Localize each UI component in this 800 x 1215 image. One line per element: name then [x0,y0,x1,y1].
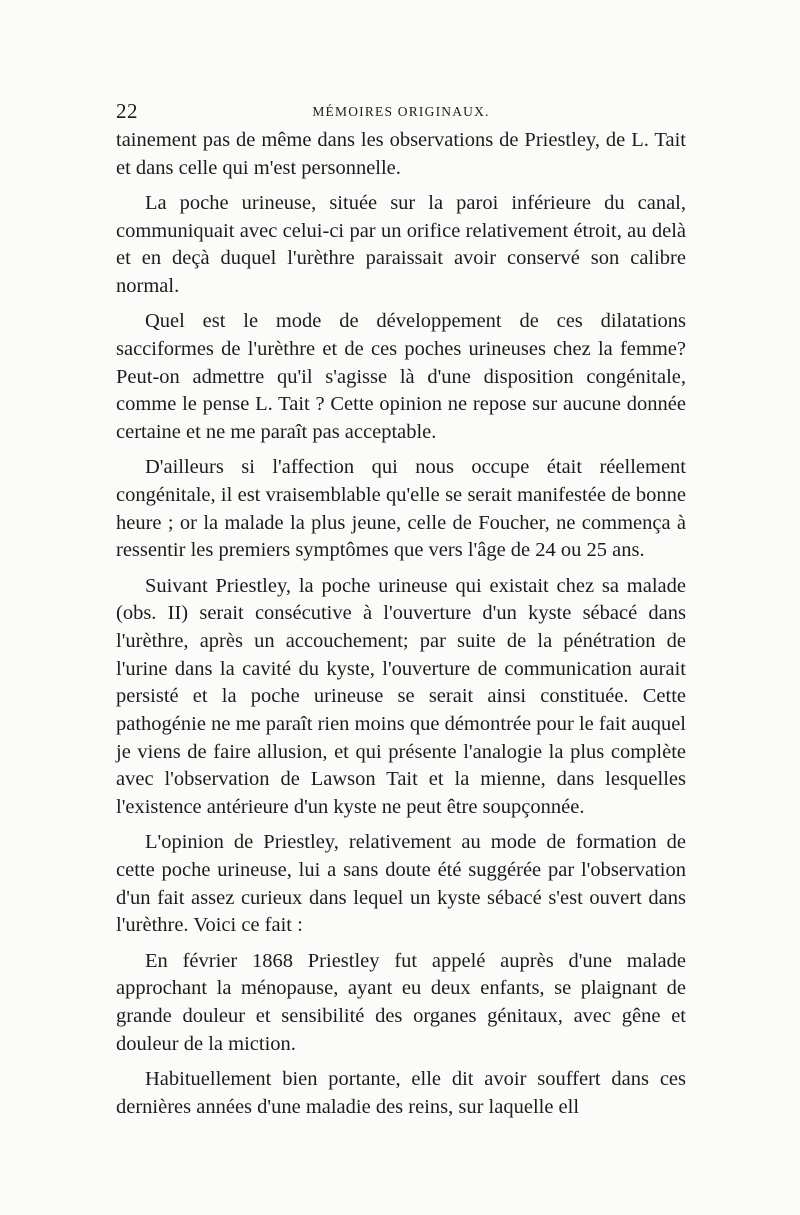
paragraph-affection-congenitale: D'ailleurs si l'affection qui nous occupe était réellement congénitale, il est vraisemblable qu'elle se serait manifestée de bonne heure ; or la malade la plus jeune, celle de Foucher, ne commença à ressentir les premiers symptômes que vers l'âge de 24 ou 25 ans. [116,456,686,562]
paragraph-habituellement: Habituellement bien portante, elle dit avoir souffert dans ces dernières années d'une maladie des reins, sur laquelle ell [116,1068,686,1118]
running-head-title: MÉMOIRES ORIGINAUX. [312,104,490,119]
body-text [116,127,686,1121]
running-head [116,98,686,124]
paragraph-poche-urineuse: La poche urineuse, située sur la paroi inférieure du canal, communiquait avec celui-ci par un orifice relativement étroit, au delà et en deçà duquel l'urèthre paraissait avoir conservé son calibre normal. [116,191,686,298]
paragraph-continued: tainement pas de même dans les observations de Priestley, de L. Tait et dans celle qui m'est personnelle. [116,129,686,179]
paragraph-mode-developpement: Quel est le mode de développement de ces dilatations sacciformes de l'urèthre et de ces poches urineuses chez la femme? Peut-on admettre qu'il s'agisse là d'une disposition congénitale, comme le pense L. Tait ? Cette opinion ne repose sur aucune donnée certaine et ne me paraît pas acceptable. [116,310,686,444]
paragraph-opinion-priestley: L'opinion de Priestley, relativement au mode de formation de cette poche urineuse, lui a sans doute été suggérée par l'observation d'un fait assez curieux dans lequel un kyste sébacé s'est ouvert dans l'urèthre. Voici ce fait : [116,831,686,937]
paragraph-suivant-priestley: Suivant Priestley, la poche urineuse qui existait chez sa malade (obs. II) serait consécutive à l'ouverture d'un kyste sébacé dans l'urèthre, après un accouchement; par suite de la pénétration de l'urine dans la cavité du kyste, l'ouverture de communication aurait persisté et la poche urineuse se serait ainsi constituée. Cette pathogénie ne me paraît rien moins que démontrée pour le fait auquel je viens de faire allusion, et qui présente l'analogie la plus complète avec l'observation de Lawson Tait et la mienne, dans lesquelles l'existence antérieure d'un kyste ne peut être soupçonnée. [116,574,686,819]
page-number: 22 [116,99,138,123]
paragraph-fevrier-1868: En février 1868 Priestley fut appelé auprès d'une malade approchant la ménopause, ayant eu deux enfants, se plaignant de grande douleur et sensibilité des organes génitaux, avec gêne et douleur de la miction. [116,949,686,1055]
